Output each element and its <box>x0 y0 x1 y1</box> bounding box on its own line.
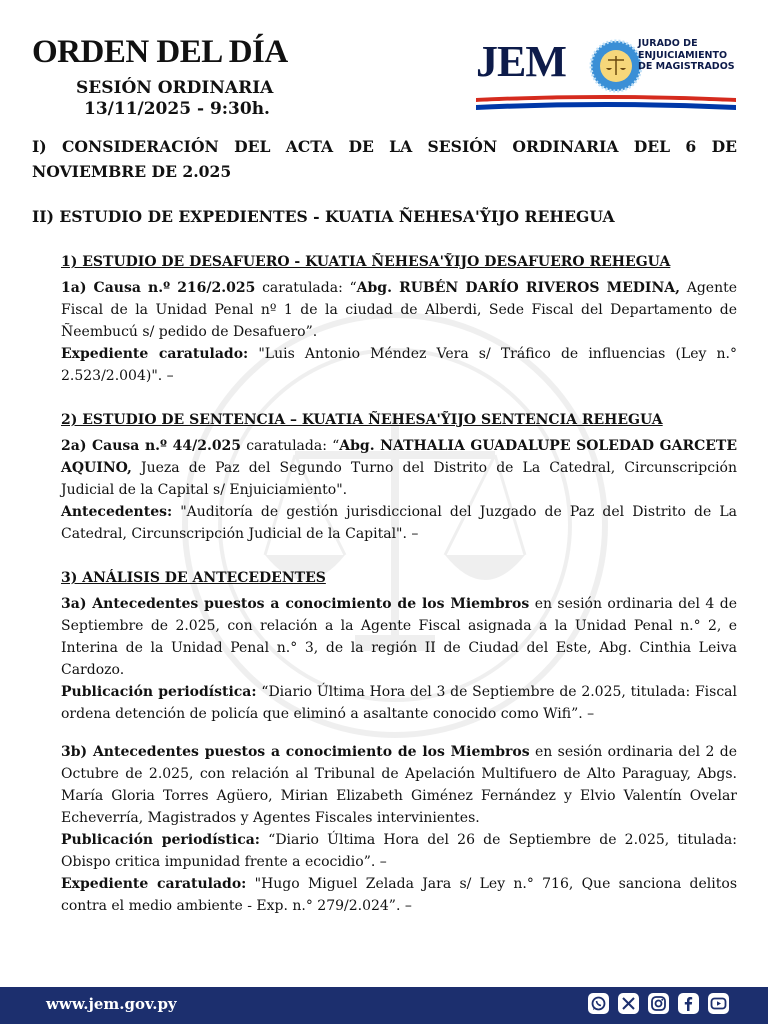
session-date: 13/11/2025 - 9:30h. <box>84 99 270 119</box>
item-3b: 3b) Antecedentes puestos a conocimiento de los Miembros en sesión ordinaria del 2 de Octubre de 2.025, con relación al Tribunal de Apelación Multifuero de Alto Paraguay, Abgs. María Gloria Torres Agüero, Mirian Elizabeth Giménez Fernández y Elvio Valentín Ovelar Echeverría, Magistrados y Agentes Fiscales intervinientes. <box>61 744 737 826</box>
item-1a: 1a) Causa n.º 216/2.025 caratulada: “Abg. RUBÉN DARÍO RIVEROS MEDINA, Agente Fiscal de la Unidad Penal nº 1 de la ciudad de Alberdi, Sede Fiscal del Departamento de Ñeembucú s/ pedido de Desafuero”. <box>61 280 737 340</box>
jem-logo <box>476 36 746 116</box>
session-type: SESIÓN ORDINARIA <box>76 78 274 98</box>
website-link[interactable]: www.jem.gov.py <box>46 995 177 1013</box>
section-1-heading: I) CONSIDERACIÓN DEL ACTA DE LA SESIÓN ORDINARIA DEL 6 DE NOVIEMBRE DE 2.025 <box>32 137 737 181</box>
logo-name: JURADO DE ENJUICIAMIENTO DE MAGISTRADOS <box>638 38 735 72</box>
seal-icon <box>589 39 643 93</box>
social-icons <box>588 993 733 1018</box>
item-3b-expediente: Expediente caratulado: "Hugo Miguel Zelada Jara s/ Ley n.° 716, Que sanciona delitos contra el medio ambiente - Exp. n.° 279/2.024”. – <box>61 876 737 914</box>
section-2-heading: II) ESTUDIO DE EXPEDIENTES - KUATIA ÑEHESA'ỸIJO REHEGUA <box>32 207 615 226</box>
agenda-content <box>32 134 737 917</box>
youtube-icon[interactable] <box>708 993 729 1014</box>
item-1a-expediente: Expediente caratulado: "Luis Antonio Méndez Vera s/ Tráfico de influencias (Ley n.° 2.523/2.004)". – <box>61 346 738 384</box>
subsection-1-heading: 1) ESTUDIO DE DESAFUERO - KUATIA ÑEHESA'ỸIJO DESAFUERO REHEGUA <box>61 254 671 270</box>
page-title: ORDEN DEL DÍA <box>32 34 288 70</box>
header <box>0 0 768 125</box>
footer-bar <box>0 987 768 1024</box>
item-3a: 3a) Antecedentes puestos a conocimiento de los Miembros en sesión ordinaria del 4 de Septiembre de 2.025, con relación a la Agente Fiscal asignada a la Unidad Penal n.° 2, e Interina de la Unidad Penal n.° 3, de la región II de Ciudad del Este, Abg. Cinthia Leiva Cardozo. <box>61 596 737 678</box>
logo-acronym: JEM <box>476 37 566 86</box>
item-3a-publicacion: Publicación periodística: “Diario Última Hora del 3 de Septiembre de 2.025, titulada: Fiscal ordena detención de policía que eliminó a asaltante conocido como Wifi”. – <box>61 684 737 722</box>
item-3b-publicacion: Publicación periodística: “Diario Última Hora del 26 de Septiembre de 2.025, titulada: Obispo critica impunidad frente a ecocidio”. – <box>61 832 737 870</box>
instagram-icon[interactable] <box>648 993 669 1014</box>
item-2a-antecedentes: Antecedentes: "Auditoría de gestión jurisdiccional del Juzgado de Paz del Distrito de La Catedral, Circunscripción Judicial de la Capital". – <box>61 504 737 542</box>
flag-stripes-icon <box>476 94 736 112</box>
subsection-2-heading: 2) ESTUDIO DE SENTENCIA – KUATIA ÑEHESA'ỸIJO SENTENCIA REHEGUA <box>61 412 663 428</box>
x-icon[interactable] <box>618 993 639 1014</box>
whatsapp-icon[interactable] <box>588 993 609 1014</box>
subsection-3-heading: 3) ANÁLISIS DE ANTECEDENTES <box>61 570 326 586</box>
item-2a: 2a) Causa n.º 44/2.025 caratulada: “Abg. NATHALIA GUADALUPE SOLEDAD GARCETE AQUINO, Jueza de Paz del Segundo Turno del Distrito de La Catedral, Circunscripción Judicial de la Capital s/ Enjuiciamiento". <box>61 438 737 498</box>
facebook-icon[interactable] <box>678 993 699 1014</box>
